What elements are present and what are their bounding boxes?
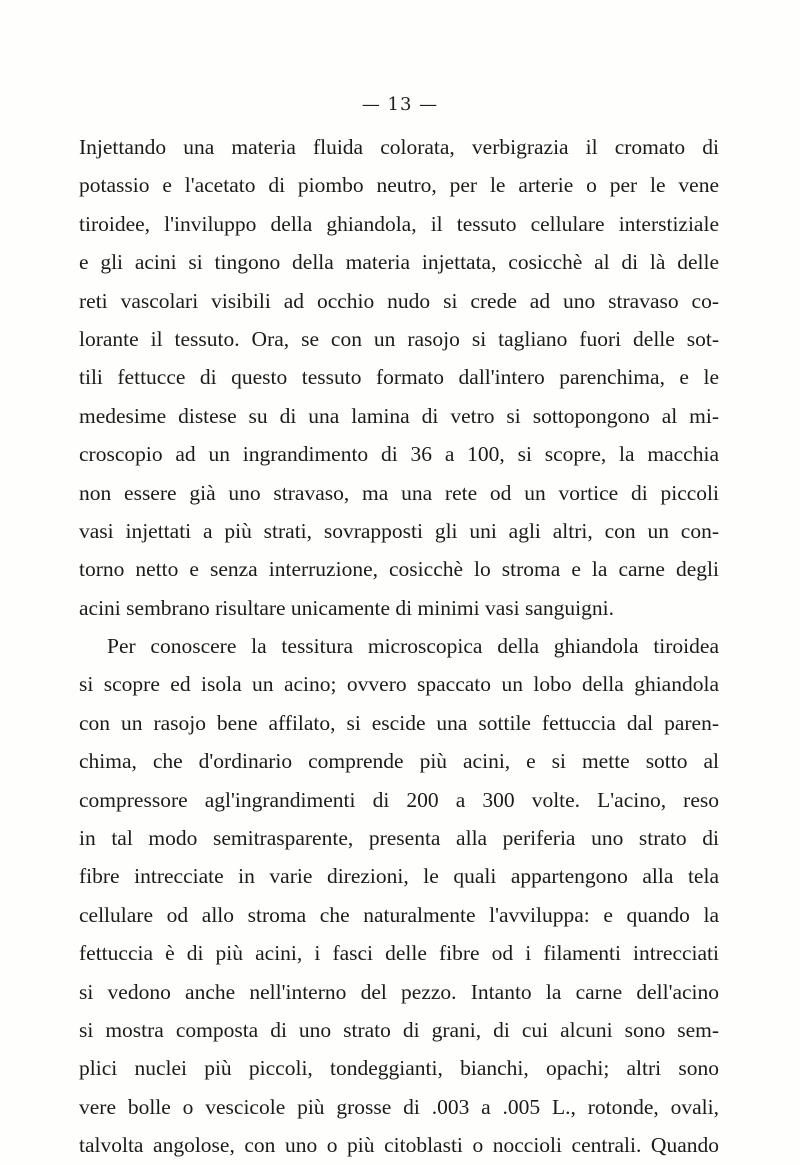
text-line: plici nuclei più piccoli, tondeggianti, bianchi, opachi; altri sono — [79, 1056, 719, 1081]
text-line: medesime distese su di una lamina di vetro si sottopongono al mi- — [79, 403, 719, 428]
text-line: chima, che d'ordinario comprende più acini, e si mette sotto al — [79, 749, 719, 774]
text-line: cellulare od allo stroma che naturalmente l'avviluppa: e quando la — [79, 902, 719, 927]
text-line: in tal modo semitrasparente, presenta alla periferia uno strato di — [79, 826, 719, 851]
text-line: e gli acini si tingono della materia injettata, cosicchè al di là delle — [79, 250, 719, 275]
text-line: Per conoscere la tessitura microscopica della ghiandola tiroidea — [107, 634, 719, 659]
text-line: vere bolle o vescicole più grosse di .003 a .005 L., rotonde, ovali, — [79, 1094, 719, 1119]
text-line: fibre intrecciate in varie direzioni, le quali appartengono alla tela — [79, 864, 719, 889]
text-line: tili fettucce di questo tessuto formato dall'intero parenchima, e le — [79, 365, 719, 390]
text-line: tiroidee, l'inviluppo della ghiandola, il tessuto cellulare interstiziale — [79, 211, 719, 236]
text-line: compressore agl'ingrandimenti di 200 a 300 volte. L'acino, reso — [79, 787, 719, 812]
text-line: croscopio ad un ingrandimento di 36 a 100, si scopre, la macchia — [79, 442, 719, 467]
text-line: Injettando una materia fluida colorata, verbigrazia il cromato di — [79, 135, 719, 159]
text-line: vasi injettati a più strati, sovrapposti gli uni agli altri, con un con- — [79, 518, 719, 543]
text-line: con un rasojo bene affilato, si escide una sottile fettuccia dal paren- — [79, 710, 719, 735]
page-number: — 13 — — [361, 94, 439, 115]
text-line: fettuccia è di più acini, i fasci delle fibre od i filamenti intrecciati — [79, 941, 719, 966]
text-line: si vedono anche nell'interno del pezzo. Intanto la carne dell'acino — [79, 979, 719, 1004]
body-text — [79, 128, 719, 1165]
text-line: lorante il tessuto. Ora, se con un rasojo si tagliano fuori delle sot- — [79, 326, 719, 351]
text-line: potassio e l'acetato di piombo neutro, per le arterie o per le vene — [79, 173, 719, 198]
text-line: reti vascolari visibili ad occhio nudo si crede ad uno stravaso co- — [79, 288, 719, 313]
text-line: torno netto e senza interruzione, cosicchè lo stroma e la carne degli — [79, 557, 719, 582]
text-line: acini sembrano risultare unicamente di minimi vasi sanguigni. — [79, 595, 614, 620]
text-line: talvolta angolose, con uno o più citoblasti o noccioli centrali. Quando — [79, 1133, 719, 1158]
text-line: non essere già uno stravaso, ma una rete od un vortice di piccoli — [79, 480, 719, 505]
text-line: si scopre ed isola un acino; ovvero spaccato un lobo della ghiandola — [79, 672, 719, 697]
text-line: si mostra composta di uno strato di grani, di cui alcuni sono sem- — [79, 1017, 719, 1042]
